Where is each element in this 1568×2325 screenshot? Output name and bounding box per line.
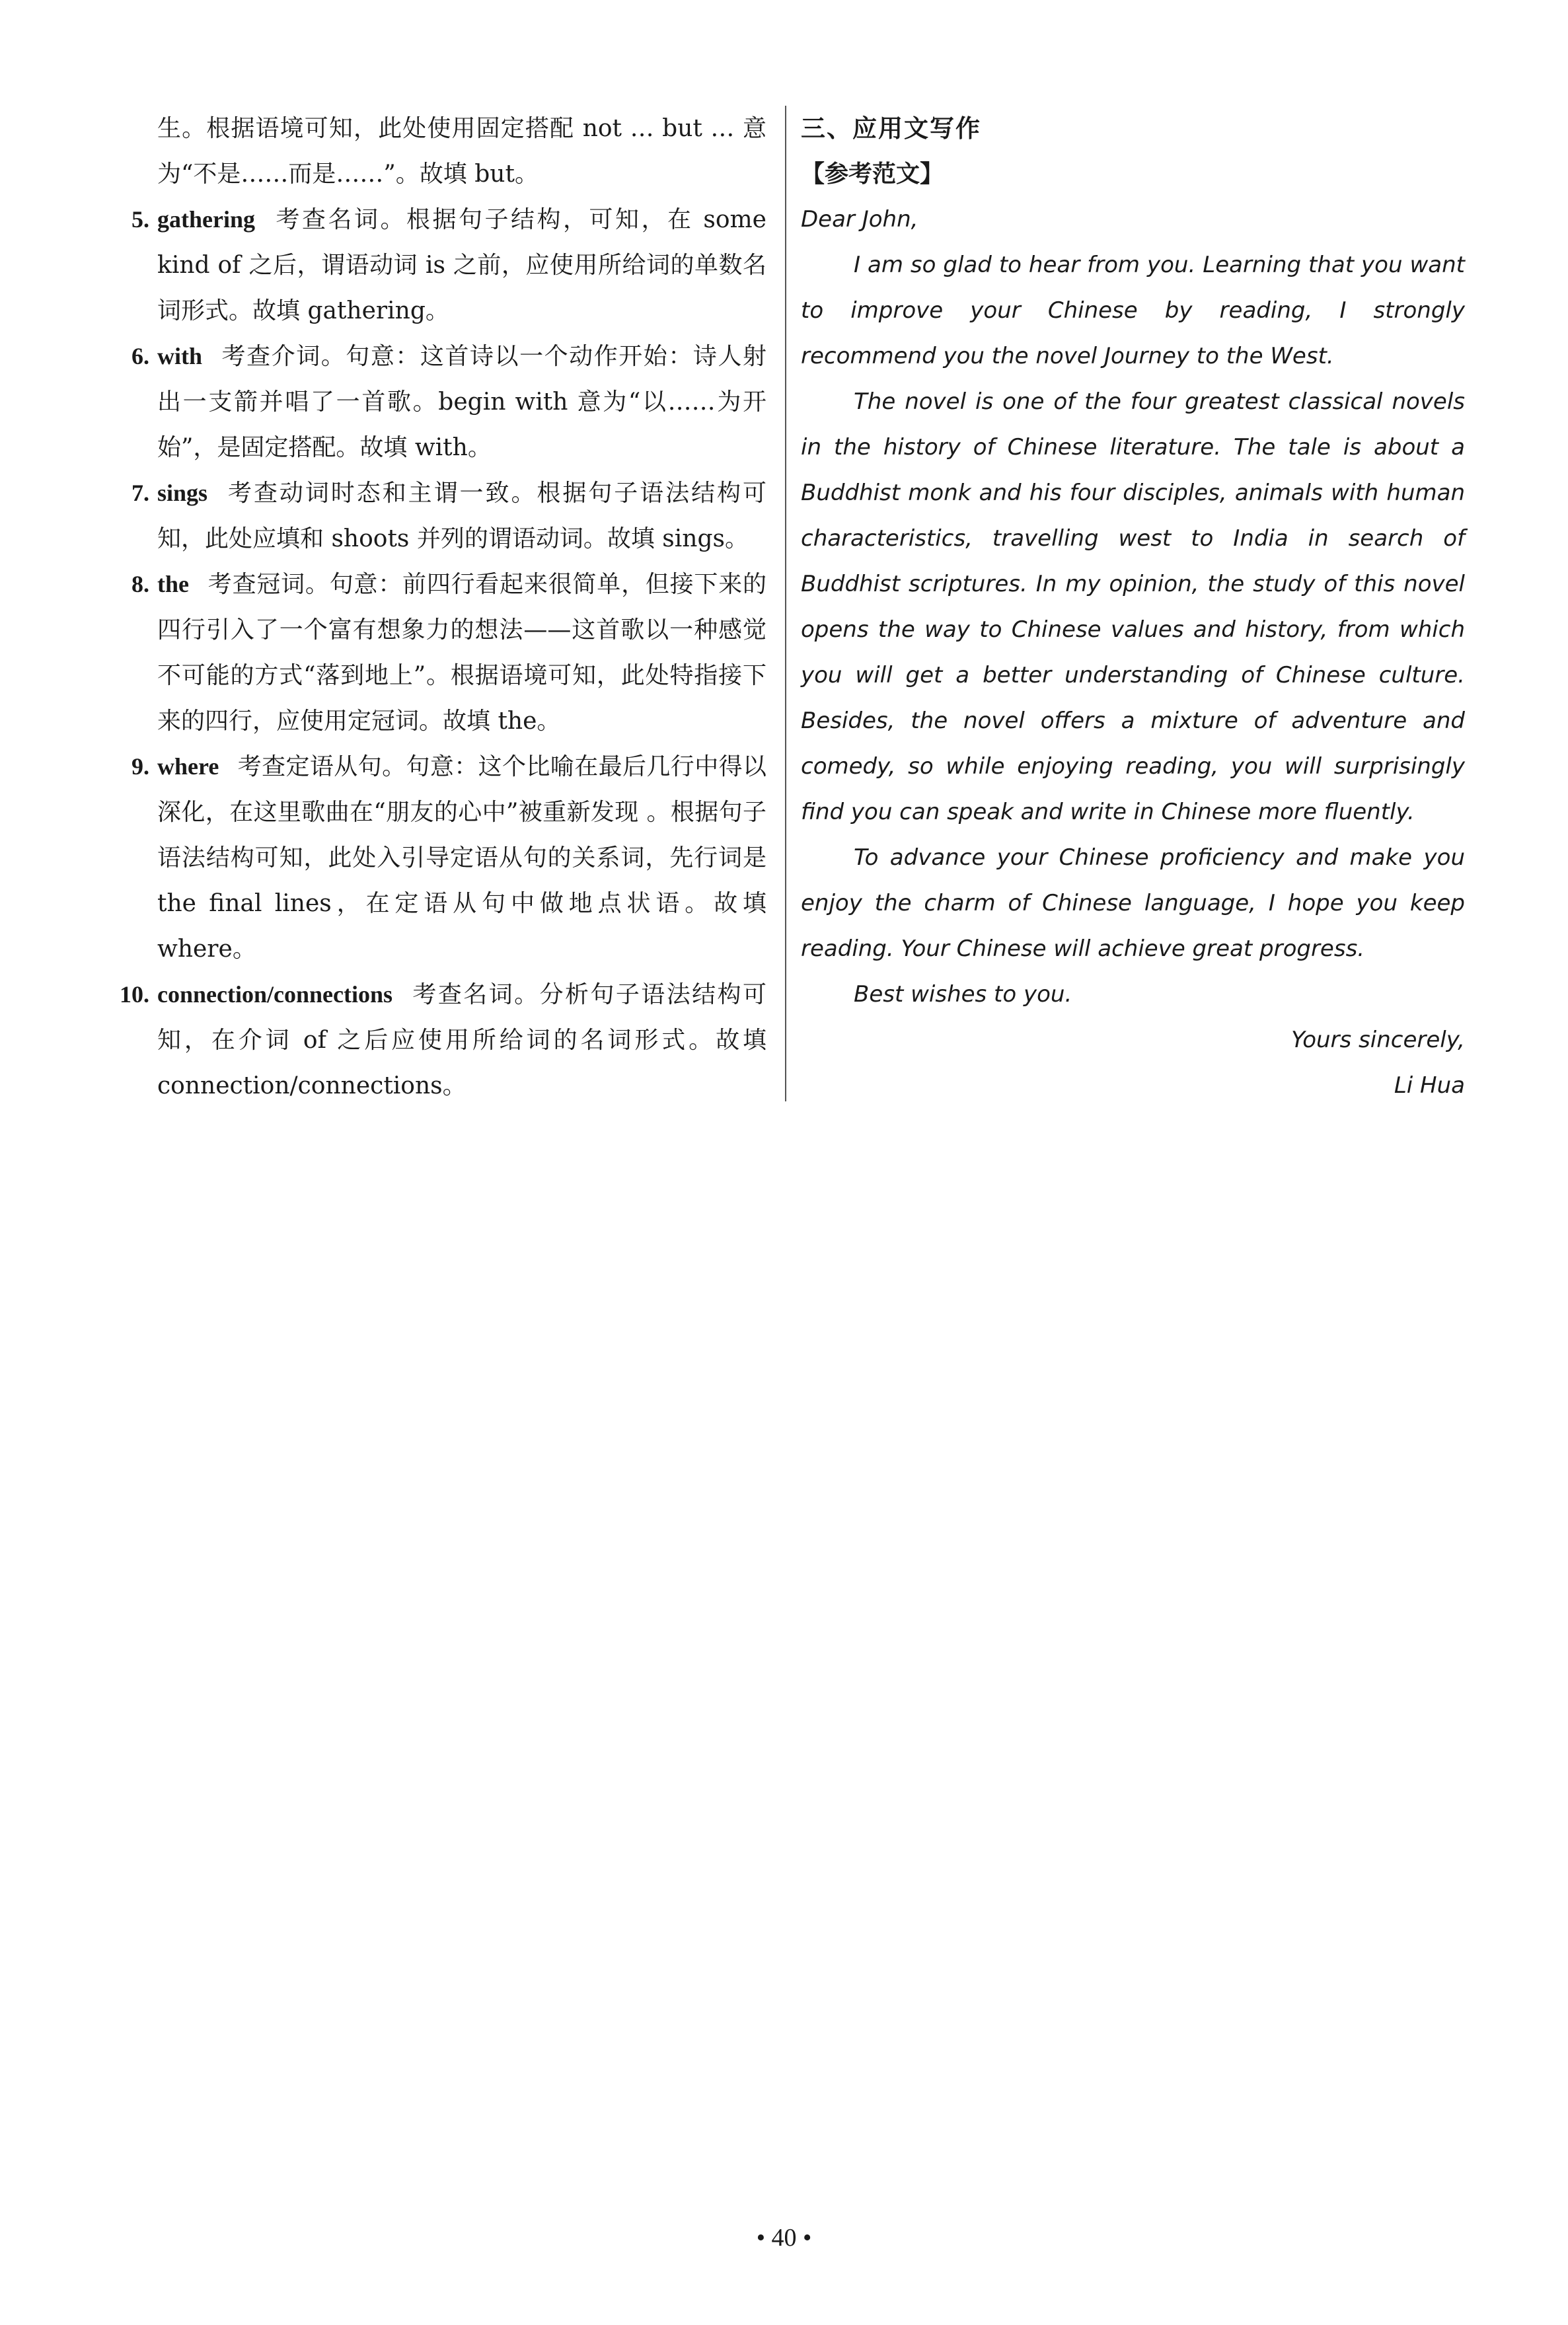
item-explanation: 考查定语从句。句意：这个比喻在最后几行中得以深化，在这里歌曲在“朋友的心中”被重新发现 。根据句子语法结构可知，此处入引导定语从句的关系词，先行词是 the final lines，在定语从句中做地点状语。故填 where。: [157, 753, 766, 963]
item-answer: the: [157, 571, 189, 597]
page-number: • 40 •: [756, 2224, 812, 2252]
essay-paragraph: The novel is one of the four greatest classical novels in the history of Chinese literature. The tale is about a Buddhist monk and his four disciples, animals with human characteristics, travelling west to India in search of Buddhist scriptures. In my opinion, the study of this novel opens the way to Chinese values and history, from which you will get a better understanding of Chinese culture. Besides, the novel offers a mixture of adventure and comedy, so while enjoying reading, you will surprisingly find you can speak and write in Chinese more fluently.: [801, 388, 1465, 825]
essay-greeting: Dear John,: [801, 206, 918, 233]
essay-paragraph: To advance your Chinese proficiency and make you enjoy the charm of Chinese language, I hope you keep reading. Your Chinese will achieve great progress.: [801, 844, 1465, 962]
sample-essay-label: 【参考范文】: [801, 161, 944, 188]
item-answer: gathering: [157, 206, 255, 233]
answer-item-5: [106, 197, 766, 334]
item-answer: connection/connections: [157, 981, 392, 1008]
item-explanation: 考查动词时态和主谓一致。根据句子语法结构可知，此处应填和 shoots 并列的谓语动词。故填 sings。: [157, 480, 766, 552]
answer-item-9: [106, 744, 766, 972]
writing-section: [801, 106, 1465, 1109]
item-explanation: 考查名词。根据句子结构，可知，在 some kind of 之后，谓语动词 is 之前，应使用所给词的单数名词形式。故填 gathering。: [157, 206, 766, 324]
item-answer: where: [157, 753, 219, 780]
item-explanation: 考查冠词。句意：前四行看起来很简单，但接下来的四行引入了一个富有想象力的想法——这首歌以一种感觉不可能的方式“落到地上”。根据语境可知，此处特指接下来的四行，应使用定冠词。故填 the。: [157, 571, 766, 735]
essay-closing: Yours sincerely,: [1291, 1027, 1465, 1053]
essay-signature: Li Hua: [1394, 1072, 1465, 1099]
section-title: 三、应用文写作: [801, 114, 981, 143]
answer-item-7: [106, 470, 766, 562]
answer-explanations: [106, 106, 766, 1109]
answer-item-8: [106, 562, 766, 744]
item-explanation: 考查名词。分析句子语法结构可知，在介词 of 之后应使用所给词的名词形式。故填 connection/connections。: [157, 981, 766, 1099]
answer-item-10: [106, 972, 766, 1109]
item-number: 9.: [131, 753, 149, 780]
item-number: 6.: [131, 343, 149, 369]
item-number: 7.: [131, 480, 149, 506]
item-answer: with: [157, 343, 203, 369]
item-number: 10.: [120, 981, 149, 1008]
item-number: 5.: [131, 206, 149, 233]
item-explanation: 考查介词。句意：这首诗以一个动作开始：诗人射出一支箭并唱了一首歌。begin with 意为“以……为开始”，是固定搭配。故填 with。: [157, 343, 766, 461]
essay-wishes: Best wishes to you.: [854, 981, 1072, 1008]
column-divider: [785, 106, 786, 1101]
item-answer: sings: [157, 480, 208, 506]
continued-explanation: 生。根据语境可知，此处使用固定搭配 not … but … 意为“不是……而是……”。故填 but。: [157, 115, 766, 188]
sample-essay: [801, 197, 1465, 1109]
essay-paragraph: I am so glad to hear from you. Learning that you want to improve your Chinese by reading, I strongly recommend you the novel Journey to the West.: [801, 252, 1465, 369]
item-number: 8.: [131, 571, 149, 597]
answer-item-6: [106, 334, 766, 470]
